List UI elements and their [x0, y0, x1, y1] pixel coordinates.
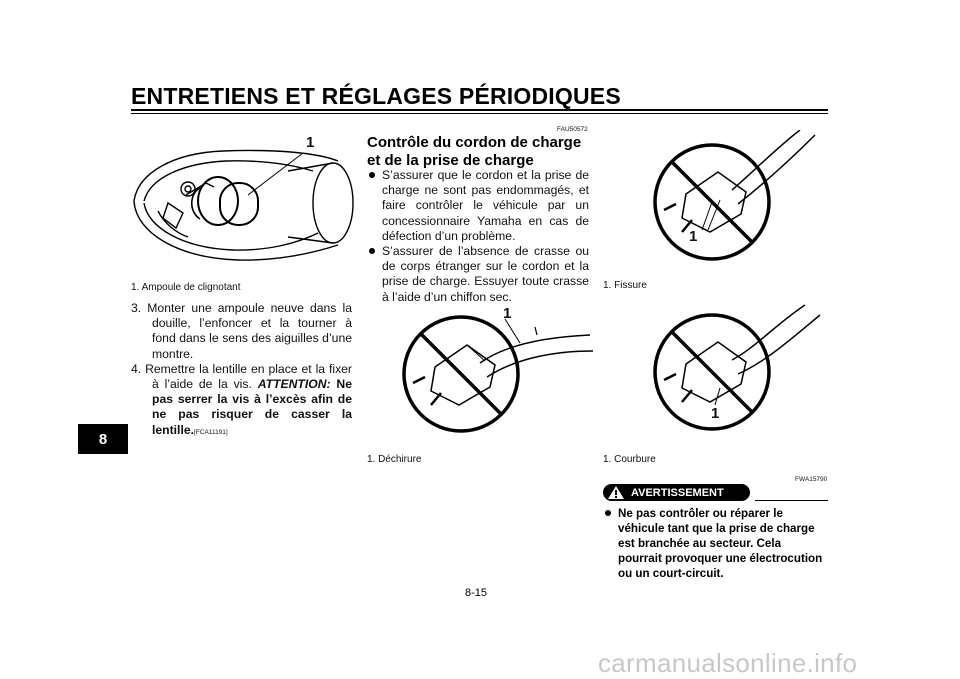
section-code: FAU50572: [557, 126, 588, 133]
figure-caption: 1. Fissure: [603, 280, 647, 291]
cracked-plug-illustration: [640, 130, 830, 272]
page-number: 8-15: [465, 587, 488, 599]
figure-caption: 1. Ampoule de clignotant: [131, 282, 241, 293]
header-rule: [131, 109, 828, 111]
damaged-cord-illustration: [395, 305, 595, 443]
attention-label: ATTENTION:: [257, 377, 331, 392]
bullet-list: [367, 168, 589, 305]
section-title: Contrôle du cordon de charge et de la prise de charge: [367, 134, 582, 169]
watermark: carmanualsonline.info: [598, 648, 858, 678]
bullet-item: S’assurer de l’absence de crasse ou de corps étranger sur le cordon et la prise de charge. Essuyer toute crasse à l’aide d’un chiffon sec.: [367, 244, 589, 305]
warning-list: [603, 506, 827, 581]
attention-text: Ne pas serrer la vis à l’excès afin de ne pas risquer de casser la lentille.: [152, 377, 352, 437]
warning-rule: [755, 500, 828, 501]
callout-number: 1: [306, 134, 315, 151]
warning-label: AVERTISSEMENT: [631, 486, 724, 499]
callout-number: 1: [503, 305, 512, 322]
warning-triangle-icon: [603, 484, 629, 501]
header-rule-thin: [131, 113, 828, 114]
page-header-title: ENTRETIENS ET RÉGLAGES PÉRIODIQUES: [131, 83, 621, 109]
step-4-text: 4. Remettre la lentille en place et la fixer à l’aide de la vis.: [131, 361, 352, 392]
figure-caption: 1. Déchirure: [367, 454, 422, 465]
warning-item: Ne pas contrôler ou réparer le véhicule tant que la prise de charge est branchée au secteur. Cela pourrait provoquer une électrocution ou un court-circuit.: [603, 506, 827, 581]
turn-signal-bulb-illustration: [128, 133, 360, 275]
warning-banner: [603, 484, 750, 501]
callout-number: 1: [711, 405, 720, 422]
reference-code: [FCA11191]: [194, 428, 228, 436]
callout-number: 1: [689, 228, 698, 245]
figure-caption: 1. Courbure: [603, 454, 656, 465]
instruction-steps: [131, 301, 352, 440]
bent-cord-illustration: [640, 300, 830, 444]
warning-code: FWA15790: [795, 476, 828, 483]
bullet-item: S’assurer que le cordon et la prise de charge ne sont pas endommagés, et faire contrôler le véhicule par un concessionnaire Yamaha en cas de défection d’un problème.: [367, 168, 589, 244]
chapter-tab: 8: [78, 424, 128, 454]
step-4: [131, 362, 352, 440]
step-3: 3. Monter une ampoule neuve dans la douille, l’enfoncer et la tourner à fond dans le sens des aiguilles d’une montre.: [131, 301, 352, 361]
